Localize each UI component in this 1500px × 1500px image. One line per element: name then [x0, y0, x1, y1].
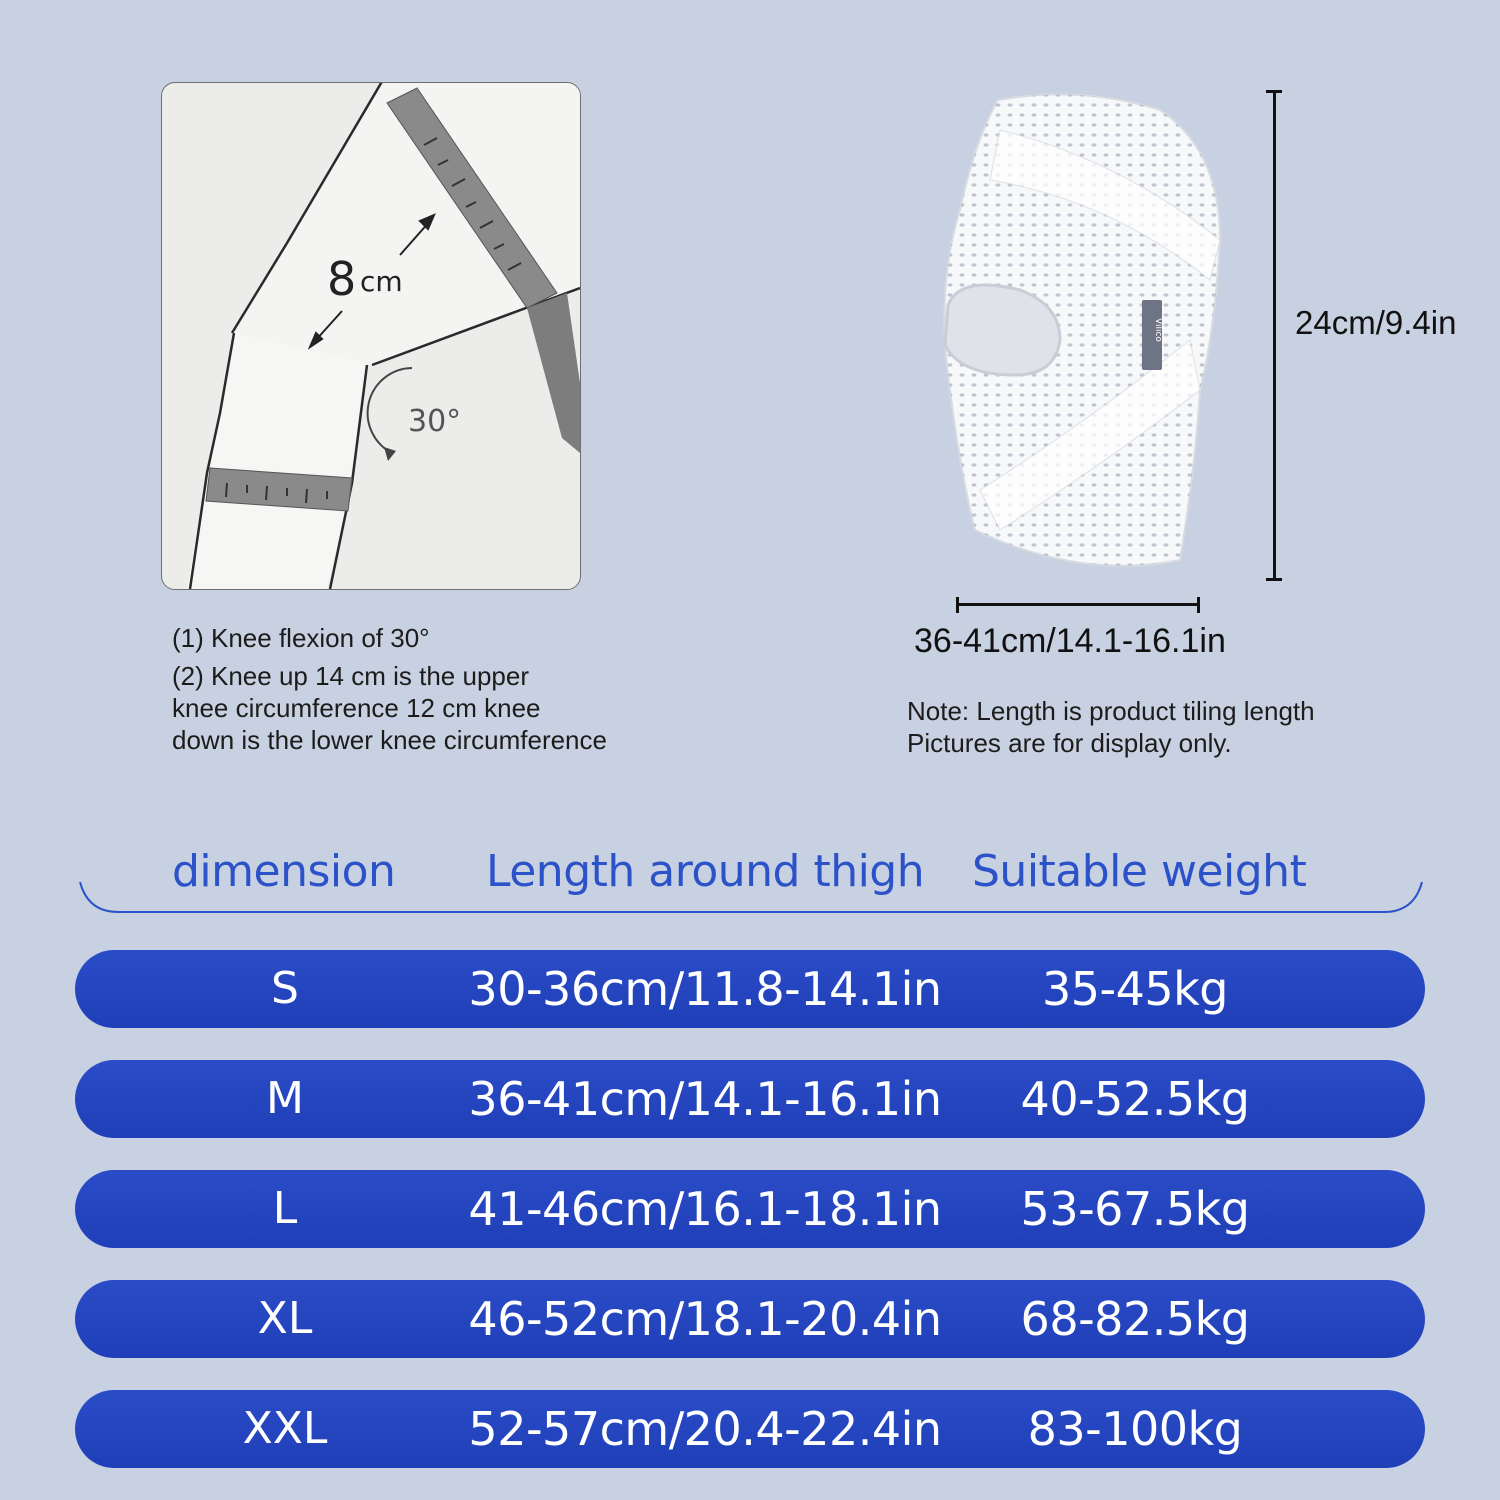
note-upper-line-3: down is the lower knee circumference — [172, 725, 607, 755]
note-upper-line-2: knee circumference 12 cm knee — [172, 693, 541, 723]
knee-measurement-illustration — [161, 82, 581, 590]
size-cell: L — [272, 1183, 298, 1234]
weight-cell: 35-45kg — [1041, 962, 1228, 1016]
brand-tag-text: Vilico — [1153, 318, 1163, 342]
size-row-m — [75, 1060, 1425, 1138]
length-cell: 46-52cm/18.1-20.4in — [468, 1292, 942, 1346]
width-label: 36-41cm/14.1-16.1in — [914, 622, 1226, 660]
note-display-only: Pictures are for display only. — [907, 728, 1232, 758]
width-dimension-line — [956, 603, 1200, 606]
distance-unit-label: cm — [360, 265, 403, 298]
length-cell: 36-41cm/14.1-16.1in — [468, 1072, 942, 1126]
header-dimension: dimension — [172, 846, 396, 897]
header-suitable-weight: Suitable weight — [972, 846, 1307, 897]
height-label: 24cm/9.4in — [1295, 304, 1457, 341]
header-length-around-thigh: Length around thigh — [486, 846, 925, 897]
angle-label: 30° — [408, 404, 462, 439]
weight-cell: 40-52.5kg — [1020, 1072, 1250, 1126]
shin-shape — [187, 333, 367, 589]
width-line-right-cap — [1197, 597, 1200, 613]
size-cell: XL — [257, 1293, 313, 1344]
header-underline — [78, 880, 1424, 920]
size-row-l — [75, 1170, 1425, 1248]
angle-arc — [368, 368, 412, 453]
size-cell: S — [271, 963, 299, 1014]
weight-cell: 83-100kg — [1027, 1402, 1243, 1456]
length-cell: 30-36cm/11.8-14.1in — [468, 962, 942, 1016]
note-knee-flexion: (1) Knee flexion of 30° — [172, 623, 430, 653]
size-row-xxl — [75, 1390, 1425, 1468]
weight-cell: 53-67.5kg — [1020, 1182, 1250, 1236]
upper-tape-back — [527, 293, 580, 453]
height-line-bottom-cap — [1266, 578, 1282, 581]
size-cell: M — [266, 1073, 304, 1124]
knee-diagram-svg — [162, 83, 580, 589]
size-row-xl — [75, 1280, 1425, 1358]
note-tiling-length: Note: Length is product tiling length — [907, 696, 1315, 726]
size-row-s — [75, 950, 1425, 1028]
length-cell: 41-46cm/16.1-18.1in — [468, 1182, 942, 1236]
knee-brace-product-image — [920, 90, 1240, 584]
size-cell: XXL — [242, 1403, 328, 1454]
length-cell: 52-57cm/20.4-22.4in — [468, 1402, 942, 1456]
angle-arrowhead — [384, 447, 396, 461]
distance-value-label: 8 — [327, 252, 357, 306]
height-dimension-line — [1273, 90, 1276, 580]
weight-cell: 68-82.5kg — [1020, 1292, 1250, 1346]
note-upper-line-1: (2) Knee up 14 cm is the upper — [172, 661, 529, 691]
